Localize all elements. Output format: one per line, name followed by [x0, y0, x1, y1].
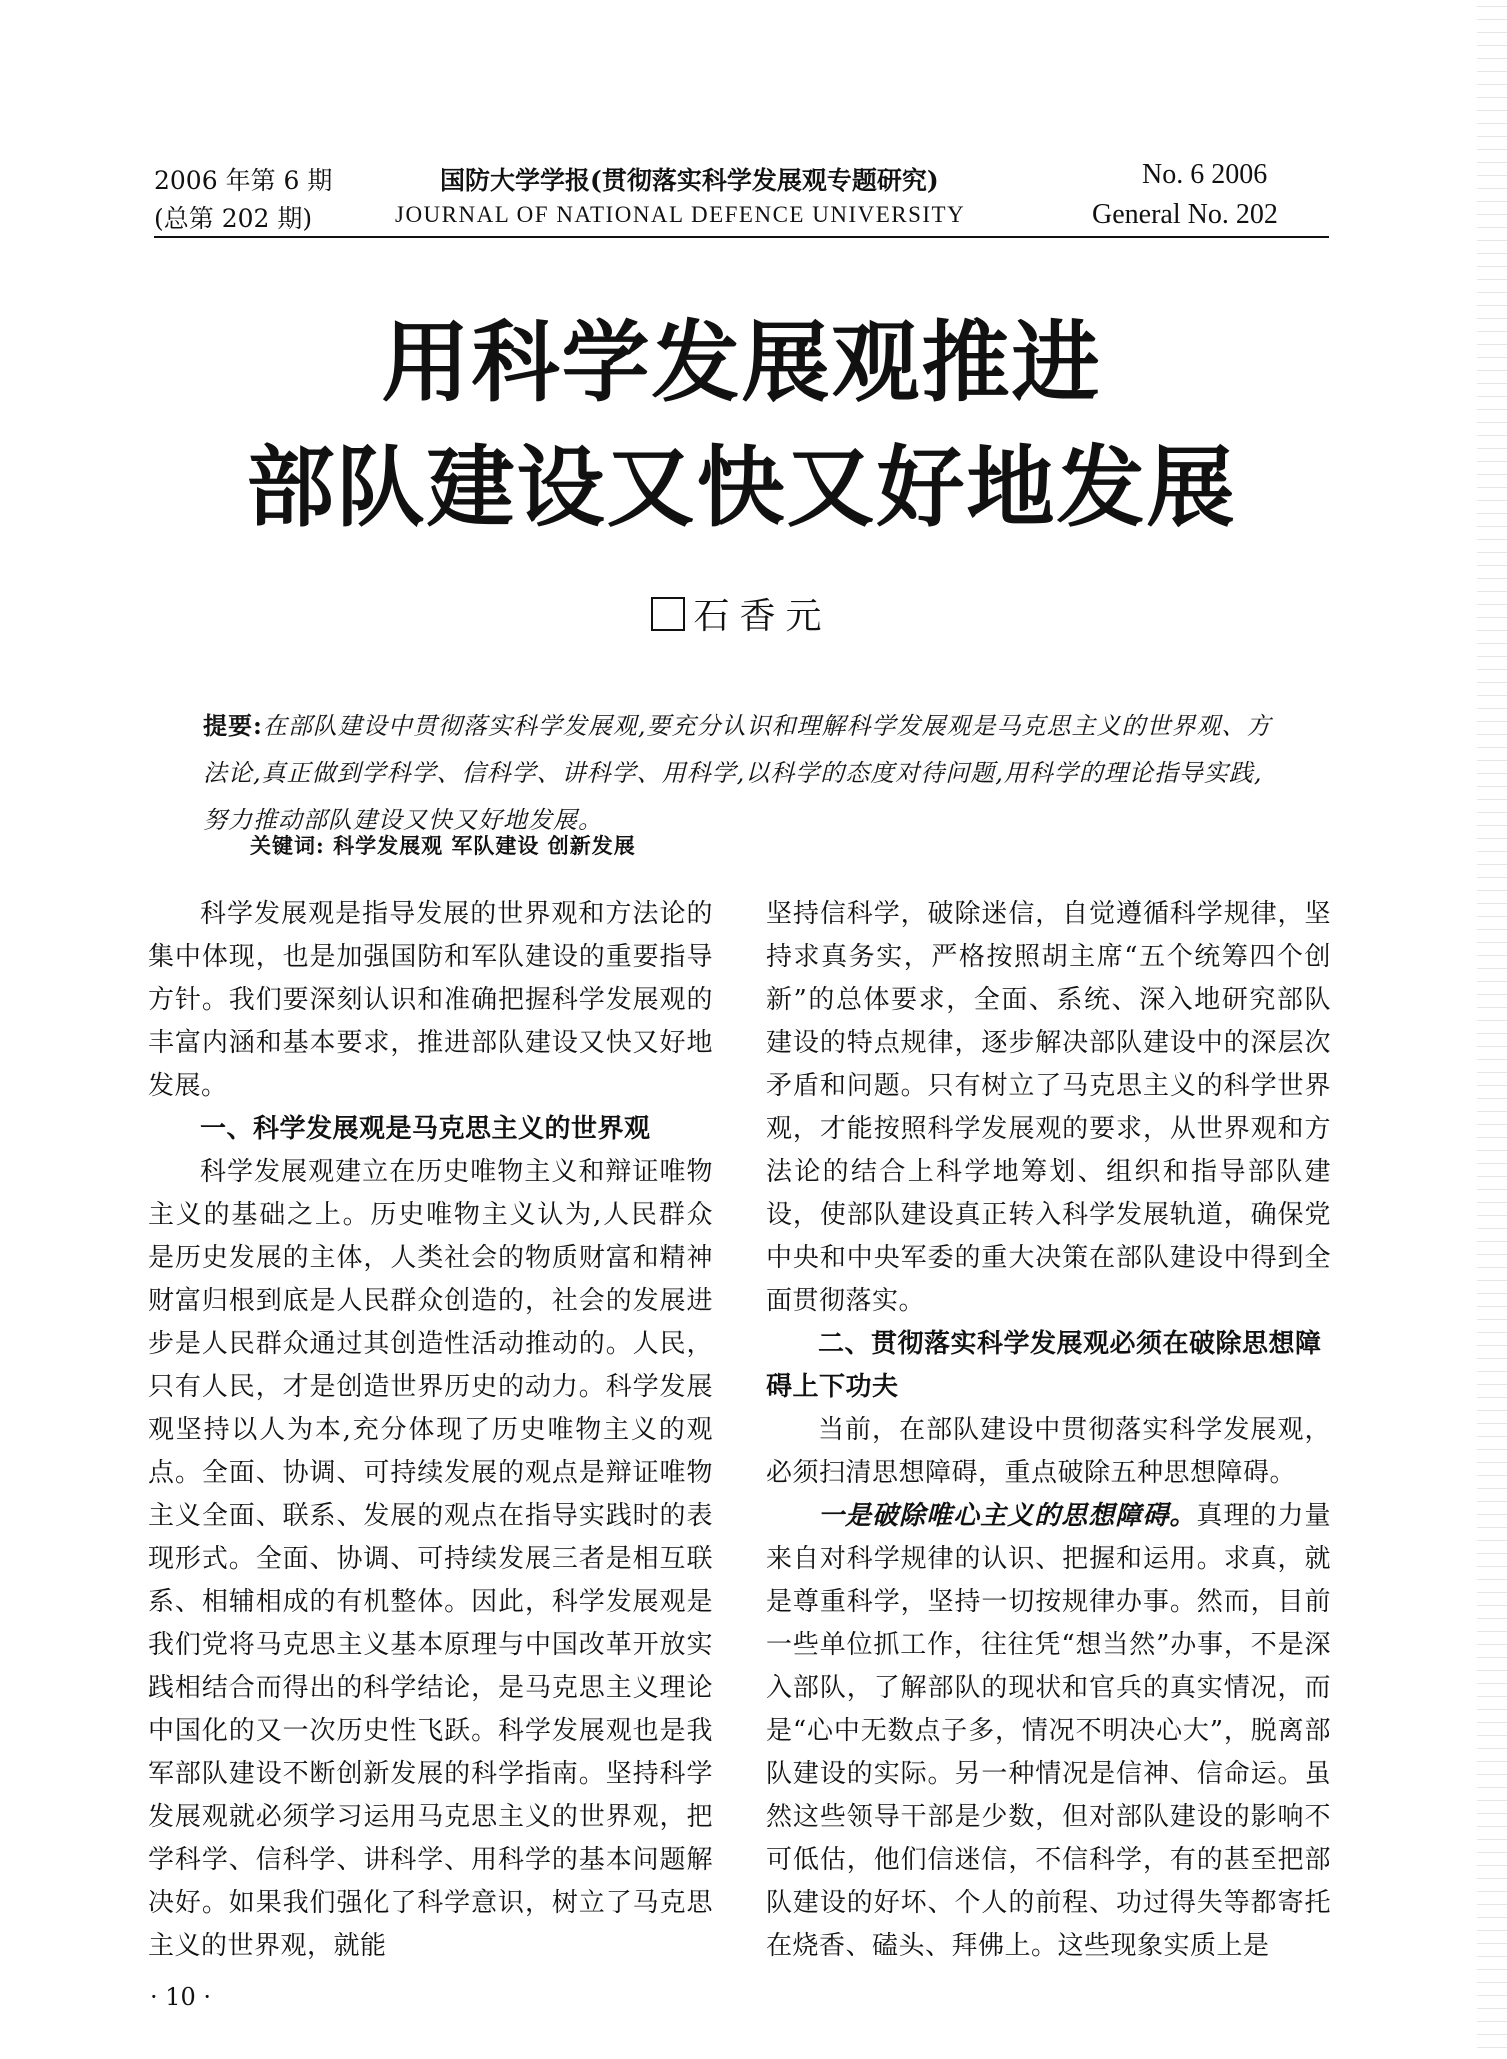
paragraph: 当前，在部队建设中贯彻落实科学发展观，必须扫清思想障碍，重点破除五种思想障碍。: [766, 1415, 1331, 1488]
issue-cn: 2006 年第 6 期: [154, 166, 333, 195]
article-title-line1: 用科学发展观推进: [381, 310, 1102, 414]
keywords-label: 关键词:: [250, 833, 325, 858]
author-box-icon: [651, 597, 685, 631]
total-issue-cn: (总第 202 期): [154, 204, 313, 233]
paragraph: 坚持信科学，破除迷信，自觉遵循科学规律，坚持求真务实，严格按照胡主席“五个统筹四个创新”的总体要求，全面、系统、深入地研究部队建设的特点规律，逐步解决部队建设中的深层次矛盾和问题。只有树立了马克思主义的科学世界观，才能按照科学发展观的要求，从世界观和方法论的结合上科学地筹划、组织和指导部队建设，使部队建设真正转入科学发展轨道，确保党中央和中央军委的重大决策在部队建设中得到全面贯彻落实。: [766, 899, 1331, 1316]
page-number: · 10 ·: [150, 1983, 212, 2011]
keywords-text: 科学发展观 军队建设 创新发展: [333, 833, 636, 858]
issue-en: No. 6 2006: [1142, 159, 1268, 190]
header-rule: [154, 236, 1329, 238]
section-heading-2: 二、贯彻落实科学发展观必须在破除思想障碍上下功夫: [766, 1329, 1322, 1402]
keywords: [250, 830, 636, 860]
paragraph: 科学发展观建立在历史唯物主义和辩证唯物主义的基础之上。历史唯物主义认为,人民群众是历史发展的主体，人类社会的物质财富和精神财富归根到底是人民群众创造的，社会的发展进步是人民群众通过其创造性活动推动的。人民，只有人民，才是创造世界历史的动力。科学发展观坚持以人为本,充分体现了历史唯物主义的观点。全面、协调、可持续发展的观点是辩证唯物主义全面、联系、发展的观点在指导实践时的表现形式。全面、协调、可持续发展三者是相互联系、相辅相成的有机整体。因此，科学发展观是我们党将马克思主义基本原理与中国改革开放实践相结合而得出的科学结论，是马克思主义理论中国化的又一次历史性飞跃。科学发展观也是我军部队建设不断创新发展的科学指南。坚持科学发展观就必须学习运用马克思主义的世界观，把学科学、信科学、讲科学、用科学的基本问题解决好。如果我们强化了科学意识，树立了马克思主义的世界观，就能: [148, 1157, 713, 1961]
journal-title-en: JOURNAL OF NATIONAL DEFENCE UNIVERSITY: [395, 202, 966, 227]
abstract-label: 提要:: [203, 711, 263, 740]
paragraph-text: 真理的力量来自对科学规律的认识、把握和运用。求真，就是尊重科学，坚持一切按规律办事。然而，目前一些单位抓工作，往往凭“想当然”办事，不是深入部队，了解部队的现状和官兵的真实情况，而是“心中无数点子多，情况不明决心大”，脱离部队建设的实际。另一种情况是信神、信命运。虽然这些领导干部是少数，但对部队建设的影响不可低估，他们信迷信，不信科学，有的甚至把部队建设的好坏、个人的前程、功过得失等都寄托在烧香、磕头、拜佛上。这些现象实质上是: [766, 1501, 1331, 1961]
emphasis-lead: 一是破除唯心主义的思想障碍。: [818, 1501, 1197, 1531]
body-right-column: [766, 893, 1331, 1968]
author: [154, 588, 1329, 639]
article-title-line2: 部队建设又快又好地发展: [246, 435, 1237, 539]
body-left-column: [148, 893, 713, 1968]
journal-title-cn: 国防大学学报(贯彻落实科学发展观专题研究): [440, 166, 939, 195]
abstract: [203, 702, 1278, 844]
section-heading-1: 一、科学发展观是马克思主义的世界观: [200, 1114, 651, 1144]
total-issue-en: General No. 202: [1092, 199, 1278, 230]
paragraph: 科学发展观是指导发展的世界观和方法论的集中体现，也是加强国防和军队建设的重要指导方针。我们要深刻认识和准确把握科学发展观的丰富内涵和基本要求，推进部队建设又快又好地发展。: [148, 899, 713, 1101]
scan-edge: [1477, 0, 1507, 2059]
paragraph: [766, 1495, 1331, 1968]
abstract-text: 在部队建设中贯彻落实科学发展观,要充分认识和理解科学发展观是马克思主义的世界观、方法论,真正做到学科学、信科学、讲科学、用科学,以科学的态度对待问题,用科学的理论指导实践,努力推动部队建设又快又好地发展。: [203, 712, 1272, 834]
author-name: 石香元: [693, 596, 832, 637]
